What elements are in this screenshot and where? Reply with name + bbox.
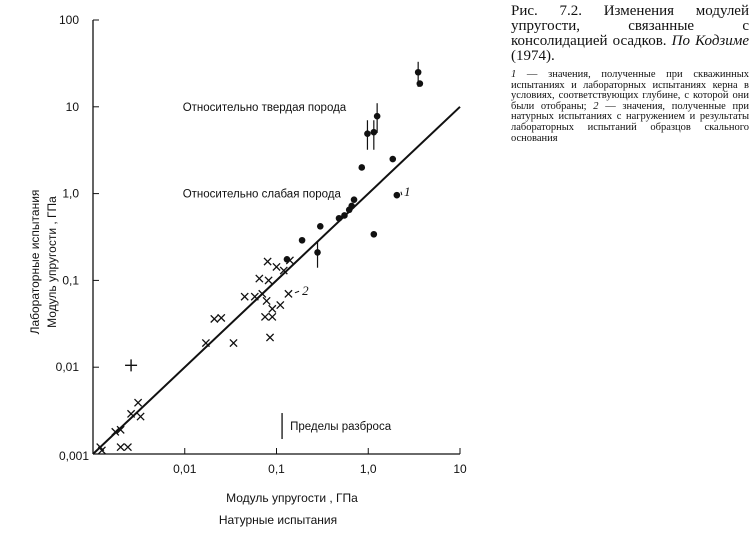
data-point-series-1 (371, 129, 378, 136)
y-tick-label: 0,01 (55, 360, 79, 375)
caption-text (511, 70, 749, 144)
plus-marker (125, 359, 137, 371)
trend-line (93, 107, 460, 454)
data-point-series-2 (273, 263, 280, 270)
x-tick-label: 0,01 (173, 462, 197, 476)
x-tick-label: 0,1 (268, 462, 285, 476)
y-tick-label: 10 (65, 99, 79, 114)
caption-item1-text: — значения, полученные при скважинных испытаниях и лабораторных испытаниях керна в условиях, соответствующих глубине, с которой они были отобраны; (511, 69, 749, 112)
series-label: 1 (403, 183, 411, 199)
data-point-series-2 (263, 297, 270, 304)
series-label: 2 (302, 283, 309, 299)
data-point-series-2 (137, 413, 144, 420)
data-point-series-2 (241, 293, 248, 300)
data-point-series-1 (348, 203, 355, 210)
data-point-series-2 (124, 444, 131, 451)
data-point-series-2 (211, 315, 218, 322)
figure-caption (511, 4, 749, 144)
data-point-series-2 (127, 410, 134, 417)
marks-group (97, 62, 423, 454)
data-point-series-2 (264, 258, 271, 265)
data-point-series-2 (269, 305, 276, 312)
scatter-range-legend-label: Пределы разброса (290, 421, 392, 434)
data-point-series-1 (415, 69, 422, 76)
axes (56, 13, 467, 476)
y-axis-label-secondary: Лабораторные испытания (28, 189, 42, 335)
data-point-series-2 (218, 314, 225, 321)
data-point-series-1 (389, 156, 396, 163)
caption-title-prefix: Рис. 7.2. Изменения модулей упругости, связанные с консолидацией осадков. (511, 3, 749, 49)
caption-item2-text: — значения, полученные при натурных испытаниях с нагружением и результаты лабораторных испытаний образцов скального основания (511, 100, 749, 144)
data-point-series-2 (230, 339, 237, 346)
data-point-series-2 (259, 290, 266, 297)
data-point-series-1 (341, 212, 348, 219)
data-point-series-1 (371, 231, 378, 238)
caption-item2-num: 2 (593, 100, 599, 112)
data-point-series-1 (299, 237, 306, 244)
y-tick-label: 0,1 (62, 273, 79, 288)
x-axis-label-secondary: Натурные испытания (218, 513, 338, 527)
x-tick-label: 10 (453, 462, 467, 476)
data-point-series-1 (417, 80, 424, 87)
data-point-series-2 (134, 399, 141, 406)
data-point-series-1 (374, 113, 381, 120)
data-point-series-2 (285, 290, 292, 297)
data-point-series-2 (202, 339, 209, 346)
data-point-series-2 (117, 444, 124, 451)
data-point-series-2 (266, 334, 273, 341)
series-label-leader (295, 291, 299, 293)
y-tick-label: 100 (58, 13, 79, 27)
x-axis-label: Модуль упругости , ГПа (226, 491, 358, 505)
data-point-series-2 (261, 313, 268, 320)
caption-item1-num: 1 (511, 69, 517, 80)
data-point-series-2 (277, 301, 284, 308)
data-point-series-1 (358, 164, 365, 171)
y-axis-label: Модуль упругости , ГПа (45, 196, 59, 328)
caption-title (511, 4, 749, 64)
region-annotation: Относительно слабая порода (182, 188, 341, 201)
data-point-series-2 (265, 277, 272, 284)
data-point-series-2 (256, 275, 263, 282)
series-label-leader (401, 192, 402, 195)
trend-line-group (93, 107, 460, 454)
origin-tick-label: 0,001 (58, 449, 89, 463)
x-tick-label: 1,0 (359, 462, 377, 476)
data-point-series-2 (269, 313, 276, 320)
labels-group (28, 99, 411, 527)
caption-author: По Кодзиме (671, 33, 749, 49)
caption-title-suffix: (1974). (511, 48, 555, 64)
data-point-series-1 (317, 223, 324, 230)
data-point-series-1 (351, 196, 358, 203)
data-point-series-1 (364, 130, 371, 137)
data-point-series-1 (314, 249, 321, 256)
y-tick-label: 1,0 (62, 186, 79, 201)
data-point-series-1 (394, 192, 401, 199)
region-annotation: Относительно твердая порода (182, 101, 347, 114)
data-point-series-2 (251, 293, 258, 300)
